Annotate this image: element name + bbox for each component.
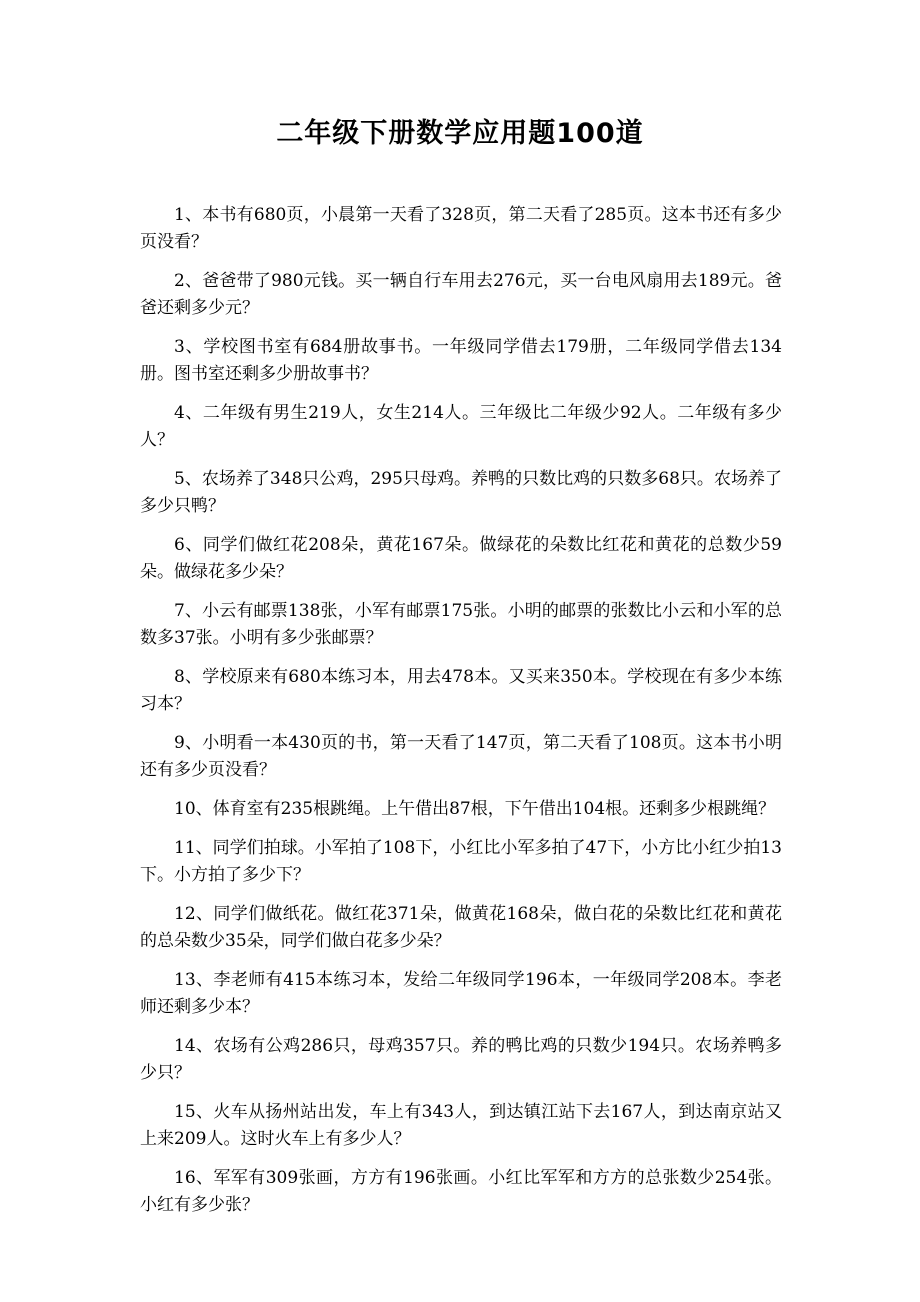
problem-item: 7、小云有邮票138张，小军有邮票175张。小明的邮票的张数比小云和小军的总数多37张。小明有多少张邮票？ [140, 601, 782, 648]
problem-item: 3、学校图书室有684册故事书。一年级同学借去179册，二年级同学借去134册。图书室还剩多少册故事书？ [140, 337, 782, 384]
problem-item: 12、同学们做纸花。做红花371朵，做黄花168朵，做白花的朵数比红花和黄花的总朵数少35朵，同学们做白花多少朵？ [140, 904, 782, 951]
problem-list [140, 202, 782, 1231]
problem-item: 5、农场养了348只公鸡，295只母鸡。养鸭的只数比鸡的只数多68只。农场养了多少只鸭？ [140, 469, 782, 516]
problem-item: 11、同学们拍球。小军拍了108下，小红比小军多拍了47下，小方比小红少拍13下。小方拍了多少下？ [140, 838, 782, 885]
problem-item: 10、体育室有235根跳绳。上午借出87根，下午借出104根。还剩多少根跳绳？ [174, 799, 776, 819]
problem-item: 1、本书有680页，小晨第一天看了328页，第二天看了285页。这本书还有多少页没看？ [140, 205, 782, 252]
problem-item: 4、二年级有男生219人，女生214人。三年级比二年级少92人。二年级有多少人？ [140, 403, 782, 450]
problem-item: 2、爸爸带了980元钱。买一辆自行车用去276元，买一台电风扇用去189元。爸爸还剩多少元？ [140, 271, 782, 318]
document-title: 二年级下册数学应用题100道 [276, 118, 644, 149]
problem-item: 9、小明看一本430页的书，第一天看了147页，第二天看了108页。这本书小明还有多少页没看？ [140, 733, 782, 780]
problem-item: 6、同学们做红花208朵，黄花167朵。做绿花的朵数比红花和黄花的总数少59朵。做绿花多少朵？ [140, 535, 782, 582]
problem-item: 16、军军有309张画，方方有196张画。小红比军军和方方的总张数少254张。小红有多少张？ [140, 1168, 782, 1215]
problem-item: 13、李老师有415本练习本，发给二年级同学196本，一年级同学208本。李老师还剩多少本？ [140, 970, 782, 1017]
problem-item: 14、农场有公鸡286只，母鸡357只。养的鸭比鸡的只数少194只。农场养鸭多少只？ [140, 1036, 782, 1083]
problem-item: 8、学校原来有680本练习本，用去478本。又买来350本。学校现在有多少本练习本？ [140, 667, 782, 714]
problem-item: 15、火车从扬州站出发，车上有343人，到达镇江站下去167人，到达南京站又上来209人。这时火车上有多少人？ [140, 1102, 782, 1149]
